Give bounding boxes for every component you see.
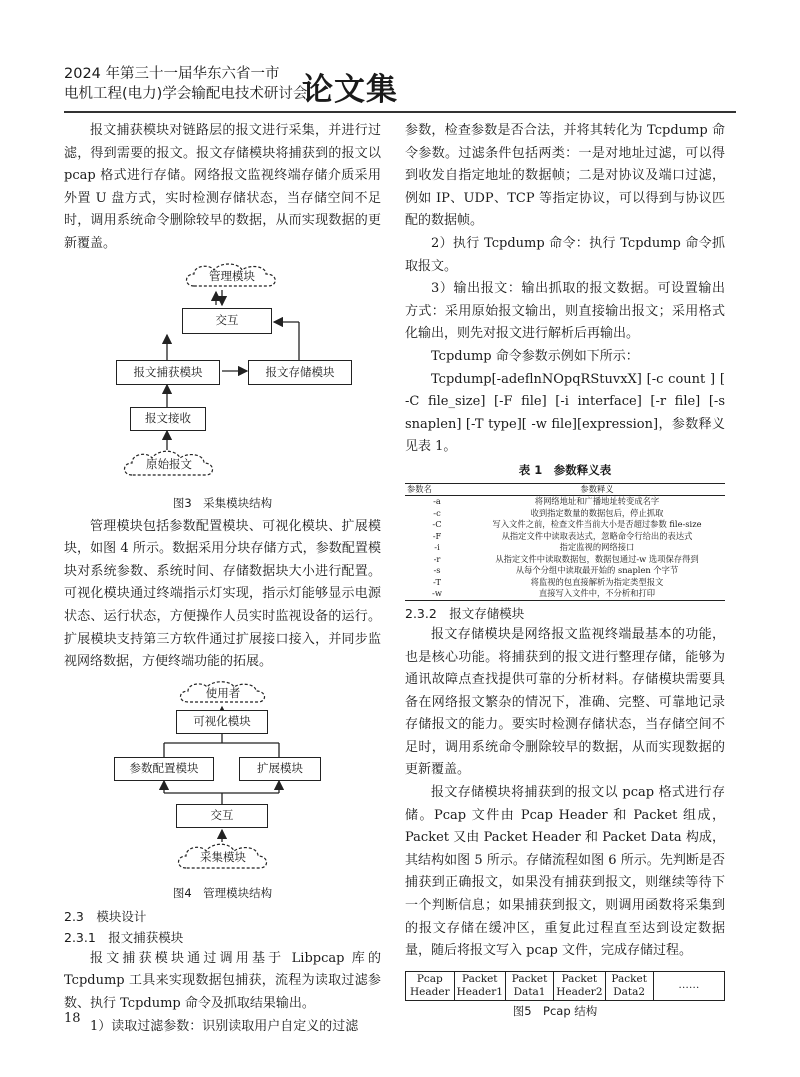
table-row	[405, 496, 725, 508]
right-paragraph-5: Tcpdump[-adeflnNOpqRStuvxX] [-c count ] [ -C file_size] [-F file] [-i interface] [-r file] [-s snaplen] [-T type][ -w file][expression]，参数释义见表 1。	[405, 371, 725, 455]
table-cell-desc: 指定监视的网络接口	[559, 542, 635, 553]
right-paragraph-6: 报文存储模块是网络报文监视终端最基本的功能，也是核心功能。将捕获到的报文进行整理存储，能够为通讯故障点查找提供可靠的分析材料。存储模块需要具备在网络报文繁杂的情况下，准确、完整、可靠地记录存储报文的能力。要实时检测存储状态，当存储空间不足时，调用系统命令删除较早的数据，从而实现数据的更新覆盖。	[405, 626, 725, 778]
page-number: 18	[64, 1011, 81, 1026]
fig4-cloud-user: 使用者	[176, 680, 270, 708]
table-cell-param: -C	[432, 519, 442, 530]
table-cell-param: -a	[433, 496, 441, 507]
right-paragraph-1: 参数，检查参数是否合法，并将其转化为 Tcpdump 命令参数。过滤条件包括两类：一是对地址过滤，可以得到收发自指定地址的数据帧；二是对协议及端口过滤，例如 IP、UDP、TCP 等指定协议，可以得到与协议匹配的数据帧。	[405, 123, 725, 229]
table-cell-desc: 将监视的包直接解析为指定类型报文	[530, 576, 664, 587]
left-paragraph-2: 管理模块包括参数配置模块、可视化模块、扩展模块，如图 4 所示。数据采用分块存储方式，参数配置模块对系统参数、系统时间、存储数据块大小进行配置。可视化模块通过终端指示灯实现，指示灯能够显示电源状态、运行状态，方便操作人员实时监视设备的运行。扩展模块支持第三方软件通过扩展接口接入，并同步监视网络数据，方便终端功能的拓展。	[64, 518, 381, 670]
pcap-cell-ellipsis: ……	[653, 971, 724, 1000]
pcap-structure-figure	[405, 971, 725, 1001]
table-cell-desc: 从指定文件中读取表达式，忽略命令行给出的表达式	[501, 530, 693, 541]
table-header-param: 参数名	[405, 483, 469, 496]
figure-3	[64, 262, 381, 492]
figure-4-caption: 图4 管理模块结构	[172, 885, 273, 900]
fig3-cloud-management: 管理模块	[182, 262, 282, 292]
table-cell-param: -s	[433, 565, 441, 576]
fig3-cloud-raw: 原始报文	[120, 449, 218, 481]
table-cell-desc: 收到指定数量的数据包后，停止抓取	[530, 507, 664, 518]
header-proceedings-title: 论文集	[302, 72, 398, 108]
header-line-2: 电机工程(电力)学会输配电技术研讨会	[64, 86, 308, 102]
table-cell-param: -w	[405, 588, 469, 600]
table-row	[405, 531, 725, 543]
figure-3-caption: 图3 采集模块结构	[172, 495, 273, 510]
table-row	[405, 588, 725, 600]
fig4-box-param: 参数配置模块	[114, 757, 214, 781]
fig3-box-interact: 交互	[182, 308, 272, 334]
table-row	[405, 519, 725, 531]
section-2-3-2-heading: 2.3.2 报文存储模块	[405, 605, 525, 621]
parameter-table	[405, 483, 725, 601]
table-cell-desc: 从每个分组中读取最开始的 snaplen 个字节	[515, 565, 679, 576]
pcap-cell: Pcap Header	[406, 971, 455, 1000]
left-column	[64, 120, 381, 1038]
figure-4	[64, 680, 381, 882]
pcap-cell: Packet Data2	[605, 971, 653, 1000]
left-paragraph-3: 报文捕获模块通过调用基于 Libpcap 库的 Tcpdump 工具来实现数据包捕获，流程为读取过滤参数、执行 Tcpdump 命令及抓取结果输出。	[64, 950, 381, 1011]
table-row	[405, 508, 725, 520]
pcap-cell: Packet Data1	[505, 971, 553, 1000]
left-paragraph-1: 报文捕获模块对链路层的报文进行采集，并进行过滤，得到需要的报文。报文存储模块将捕获到的报文以 pcap 格式进行存储。网络报文监视终端存储介质采用外置 U 盘方式，实时检测存储状态，当存储空间不足时，调用系统命令删除较早的数据，从而实现数据的更新覆盖。	[64, 123, 381, 251]
table-row	[405, 565, 725, 577]
right-paragraph-3: 3）输出报文：输出抓取的报文数据。可设置输出方式：采用原始报文输出，则直接输出报文；采用格式化输出，则先对报文进行解析后再输出。	[405, 281, 725, 342]
fig3-box-store: 报文存储模块	[248, 360, 352, 385]
table-row	[405, 577, 725, 589]
pcap-cell: Packet Header2	[554, 971, 605, 1000]
table-cell-desc: 写入文件之前，检查文件当前大小是否超过参数 file-size	[492, 519, 702, 530]
left-paragraph-4: 1）读取过滤参数：识别读取用户自定义的过滤	[90, 1018, 359, 1034]
right-column	[405, 120, 725, 1024]
table-header-row	[405, 483, 725, 496]
table-row	[405, 554, 725, 566]
figure-5-caption: 图5 Pcap 结构	[512, 1003, 598, 1018]
pcap-structure-row	[406, 971, 725, 1000]
section-2-3-heading: 2.3 模块设计	[64, 908, 147, 924]
table-cell-param: -c	[433, 507, 441, 518]
table-cell-param: -i	[434, 542, 440, 553]
right-paragraph-4: Tcpdump 命令参数示例如下所示：	[431, 348, 639, 364]
fig4-cloud-collect: 采集模块	[174, 842, 272, 874]
fig4-box-extend: 扩展模块	[239, 757, 321, 781]
fig4-box-visual: 可视化模块	[176, 710, 268, 734]
right-paragraph-7: 报文存储模块将捕获到的报文以 pcap 格式进行存储。Pcap 文件由 Pcap Header 和 Packet 组成，Packet 又由 Packet Header 和 Packet Data 构成，其结构如图 5 所示。存储流程如图 6 所示。先判断是否捕获到正确报文，如果没有捕获到报文，则继续等待下一个判断信息；如果捕获到报文，则调用函数将采集到的报文存储在缓冲区，重复此过程直至达到设定数据量，随后将报文写入 pcap 文件，完成存储过程。	[405, 785, 725, 959]
table-1-caption: 表 1 参数释义表	[518, 462, 612, 477]
table-cell-desc: 从指定文件中读取数据包，数据包通过-w 选项保存得到	[495, 553, 699, 564]
fig3-box-receive: 报文接收	[130, 407, 206, 431]
table-cell-desc: 直接写入文件中，不分析和打印	[469, 588, 725, 600]
table-cell-desc: 将网络地址和广播地址转变成名字	[534, 496, 660, 507]
fig4-box-interact: 交互	[176, 804, 268, 828]
fig3-box-capture: 报文捕获模块	[116, 360, 220, 385]
table-row	[405, 542, 725, 554]
table-cell-param: -F	[432, 530, 442, 541]
table-cell-param: -T	[432, 576, 442, 587]
header-line-1: 2024 年第三十一届华东六省一市	[64, 66, 280, 82]
header-rule	[64, 111, 736, 113]
right-paragraph-2: 2）执行 Tcpdump 命令：执行 Tcpdump 命令抓取报文。	[405, 235, 725, 274]
table-cell-param: -r	[433, 553, 441, 564]
pcap-cell: Packet Header1	[454, 971, 505, 1000]
section-2-3-1-heading: 2.3.1 报文捕获模块	[64, 929, 184, 945]
table-header-desc: 参数释义	[469, 483, 725, 496]
